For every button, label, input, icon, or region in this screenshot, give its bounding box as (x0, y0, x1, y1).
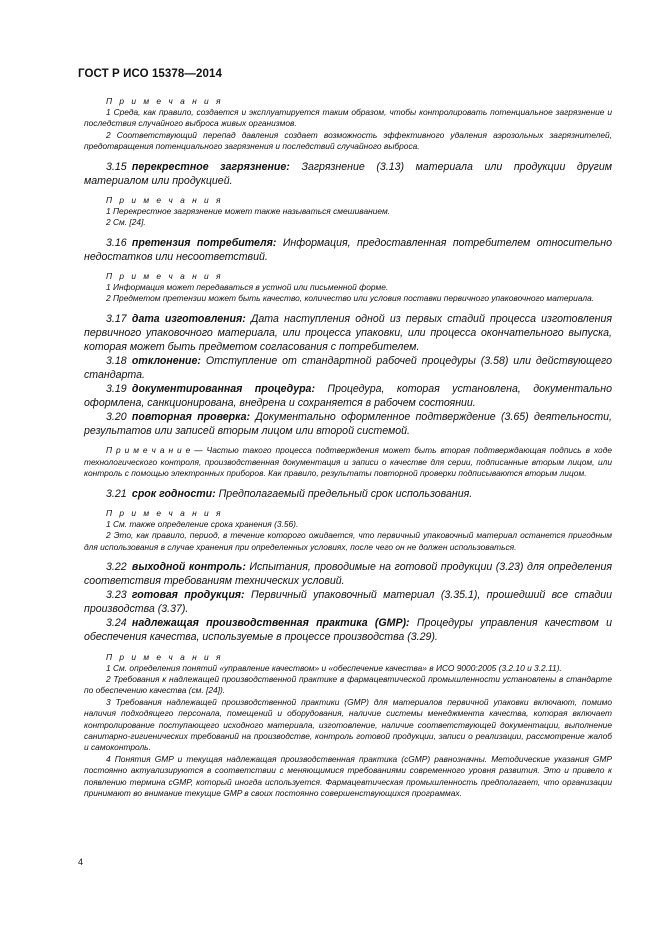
definition-term: выходной контроль: (131, 561, 246, 573)
note-item: 2 Предметом претензии может быть качество, количество или условия поставки первичного упаковочного материала. (106, 293, 595, 304)
definition-term: перекрестное загрязнение: (131, 160, 290, 173)
definition-number: 3.22 (106, 561, 127, 573)
definition-term: надлежащая производственная практика (GMP): (131, 617, 410, 630)
definition-term: готовая продукция: (131, 589, 245, 602)
note-item: 2 Это, как правило, период, в течение которого ожидается, что первичный упаковочный материал останется пригодным для использования в случае хранения при определенных условиях, после чего он не должен использоваться. (84, 530, 612, 552)
definition-text: Отступление от стандартной рабочей процедуры (3.58) или действующего стандарта. (84, 354, 612, 381)
page-number: 4 (78, 857, 84, 867)
note-item: 3 Требования надлежащей производственной практики (GMP) для материалов первичной упаковки включают, помимо наличия подходящего персонала, помещений и оборудования, наличие системы менеджмента качества, которая включает контролирование поступающего исходного материала, изготовление, наличие соответствующей документации, выполнение санитарно-гигиенических требований на производстве, контроль готовой продукции, записи о реализации, рассмотрение жалоб и самоконтроль. (84, 696, 612, 753)
spacer (84, 264, 612, 271)
definition-3-22 (84, 560, 612, 588)
definition-number: 3.23 (106, 589, 127, 602)
document-body (84, 96, 612, 799)
definition-3-20 (84, 410, 612, 438)
spacer (84, 229, 612, 236)
definition-number: 3.17 (106, 312, 127, 325)
definition-3-15 (84, 160, 612, 188)
definition-text: Дата наступления одной из первых стадий процесса изготовления первичного упаковочного материала, или процесса упаковки, или процесса окончательного выпуска, которая может быть предметом согласования с потребителем. (84, 312, 612, 353)
definition-term: документированная процедура: (131, 383, 315, 396)
definition-term: срок годности: (131, 487, 216, 500)
definition-text: Загрязнение (3.13) материала или продукции другим материалом или продукцией. (84, 160, 613, 187)
definition-text: Предполагаемый предельный срок использования. (218, 487, 473, 500)
definition-3-23 (84, 588, 612, 616)
note-item: 2 Требования к надлежащей производственной практике в фармацевтической промышленности установлены в стандарте по обеспечению качества (см. [24]). (84, 673, 612, 696)
definition-3-19 (84, 382, 612, 410)
note-item: 1 Информация может передаваться в устной или письменной форме. (106, 281, 389, 292)
definition-number: 3.15 (106, 160, 127, 173)
page-header: ГОСТ Р ИСО 15378—2014 (78, 68, 223, 80)
note-item: 4 Понятия GMP и текущая надлежащая производственная практика (cGMP) равнозначны. Методические указания GMP постоянно актуализируются в соответствии с меняющимися требованиями современного уровня развития. Это и привело к появлению термина cGMP, который иногда используется. Фармацевтическая промышленность предполагает, что организации принимают во внимание текущие GMP в своих постоянно совершенствующихся программах. (84, 753, 612, 799)
spacer (84, 305, 612, 312)
definition-text: Испытания, проводимые на готовой продукции (3.23) для определения соответствия требованиям технических условий. (84, 561, 612, 588)
definition-3-16 (84, 236, 612, 264)
definition-term: повторная проверка: (131, 411, 251, 424)
definition-text: Документально оформленное подтверждение (3.65) деятельности, результатов или записей вторым лицом или второй системой. (84, 411, 612, 438)
note-item: 1 Среда, как правило, создается и эксплуатируется таким образом, чтобы контролировать потенциальное загрязнение и последствия случайного выброса живых организмов. (84, 107, 612, 129)
note-item: 2 Соответствующий перепад давления создает возможность эффективного удаления аэрозольных загрязнителей, предотвращения потенциального загрязнения и последствий случайного выброса. (84, 129, 612, 152)
definition-3-18 (84, 354, 612, 382)
definition-text: Процедура, которая установлена, документально оформлена, санкционирована, внедрена и сохраняется в рабочем состоянии. (84, 383, 612, 410)
definition-term: дата изготовления: (131, 312, 246, 325)
spacer (84, 153, 612, 160)
definition-term: претензия потребителя: (131, 236, 277, 249)
definition-number: 3.20 (106, 411, 127, 424)
definition-text: Процедуры управления качеством и обеспечения качества, используемые в процессе производства (3.29). (84, 617, 612, 644)
notes-heading: П р и м е ч а н и я (106, 270, 223, 281)
note-item: 1 См. также определение срока хранения (3.56). (106, 518, 299, 529)
definition-number: 3.18 (106, 354, 127, 367)
definition-3-24 (84, 616, 612, 644)
spacer (84, 188, 612, 195)
notes-heading: П р и м е ч а н и я (106, 96, 223, 106)
definition-number: 3.16 (106, 236, 127, 249)
spacer (84, 553, 612, 560)
definition-3-21 (84, 487, 612, 501)
definition-number: 3.24 (106, 617, 127, 630)
definition-text: Первичный упаковочный материал (3.35.1), прошедший все стадии производства (3.37). (84, 589, 613, 616)
definition-number: 3.21 (106, 487, 127, 500)
notes-heading: П р и м е ч а н и я (106, 507, 223, 518)
note-item: 1 См. определения понятий «управление качеством» и «обеспечение качества» в ИСО 9000:2005 (3.2.10 и 3.2.11). (106, 662, 562, 673)
spacer (84, 645, 612, 652)
note-item: 2 См. [24]. (106, 217, 146, 228)
spacer (84, 438, 612, 445)
spacer (84, 480, 612, 487)
definition-text: Информация, предоставленная потребителем относительно недостатков или несоответствий. (84, 236, 612, 263)
definition-term: отклонение: (131, 354, 201, 367)
notes-heading: П р и м е ч а н и я (106, 651, 223, 662)
definition-number: 3.19 (106, 383, 127, 396)
spacer (84, 501, 612, 508)
definition-3-17 (84, 312, 612, 354)
note-item: 1 Перекрестное загрязнение может также называться смешиванием. (106, 205, 391, 216)
notes-heading: П р и м е ч а н и я (106, 194, 223, 205)
note-item: П р и м е ч а н и е — Частью такого процесса подтверждения может быть вторая подтверждающая подпись в ходе технологического контроля, производственная документация и записи о качестве для серии, подписанные вторым лицом, или контроль с помощью электронных приборов. Как правило, результаты повторной проверки подписываются вторым лицом. (84, 445, 612, 479)
